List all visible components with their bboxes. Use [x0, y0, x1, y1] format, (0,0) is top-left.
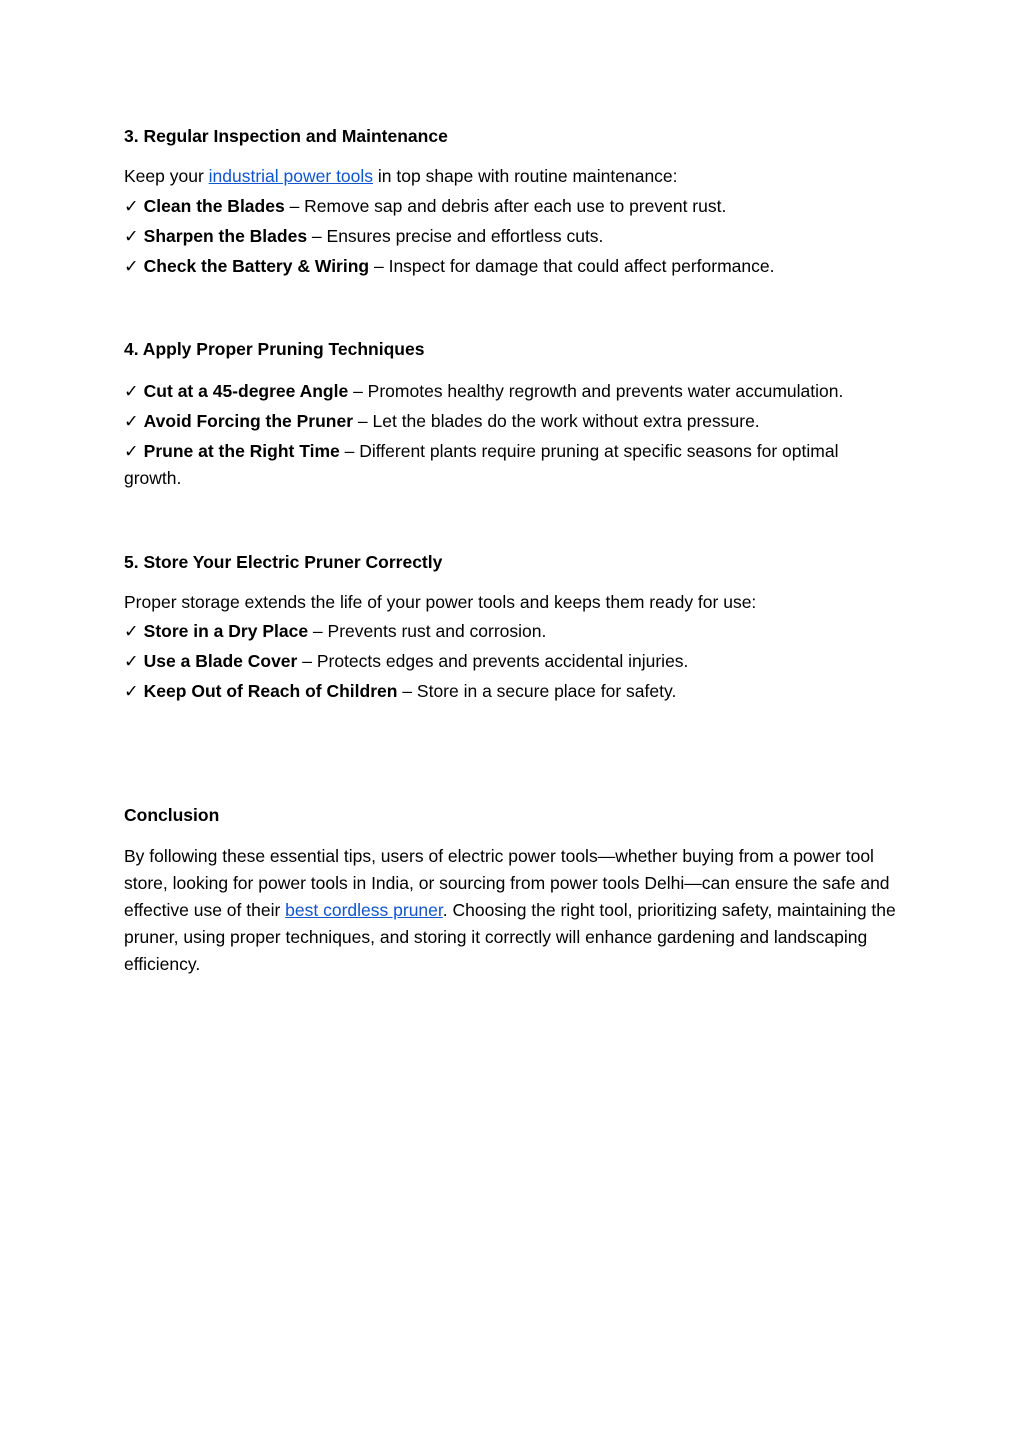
- conclusion-paragraph: [124, 843, 899, 978]
- list-item-title: Sharpen the Blades: [143, 226, 308, 246]
- list-item-text: – Different plants require pruning at specific seasons for optimal growth.: [124, 441, 839, 488]
- check-mark-icon: ✓: [124, 651, 139, 671]
- list-item: [124, 438, 899, 492]
- list-item-text: – Prevents rust and corrosion.: [308, 621, 547, 641]
- list-item-title: Store in a Dry Place: [143, 621, 309, 641]
- list-item-text: – Store in a secure place for safety.: [397, 681, 677, 701]
- section-5-intro: Proper storage extends the life of your power tools and keeps them ready for use:: [124, 592, 757, 612]
- conclusion-text: By following these essential tips, users of electric power tools—whether buying from a power tool store, looking for power tools in India, or sourcing from power tools Delhi—can ensure the safe and effective use of their: [124, 846, 890, 920]
- check-mark-icon: ✓: [124, 411, 139, 431]
- list-item-title: Use a Blade Cover: [143, 651, 298, 671]
- list-item-title: Prune at the Right Time: [143, 441, 340, 461]
- check-mark-icon: ✓: [124, 381, 139, 401]
- list-item-text: – Let the blades do the work without extra pressure.: [353, 411, 760, 431]
- section-3-heading: 3. Regular Inspection and Maintenance: [124, 126, 448, 146]
- list-item-title: Cut at a 45-degree Angle: [143, 381, 349, 401]
- check-mark-icon: ✓: [124, 441, 139, 461]
- list-item: [124, 223, 603, 250]
- check-mark-icon: ✓: [124, 226, 139, 246]
- check-mark-icon: ✓: [124, 681, 139, 701]
- check-mark-icon: ✓: [124, 256, 139, 276]
- list-item-text: – Promotes healthy regrowth and prevents water accumulation.: [348, 381, 844, 401]
- section-3-intro-text-after: in top shape with routine maintenance:: [373, 166, 678, 186]
- list-item-title: Avoid Forcing the Pruner: [143, 411, 354, 431]
- list-item: [124, 193, 726, 220]
- list-item: [124, 253, 774, 280]
- list-item-text: – Ensures precise and effortless cuts.: [307, 226, 604, 246]
- list-item: [124, 408, 760, 435]
- section-3-intro: [124, 163, 678, 190]
- list-item-title: Keep Out of Reach of Children: [143, 681, 398, 701]
- list-item: [124, 378, 843, 405]
- list-item-title: Check the Battery & Wiring: [143, 256, 370, 276]
- industrial-power-tools-link[interactable]: industrial power tools: [208, 166, 374, 186]
- check-mark-icon: ✓: [124, 196, 139, 216]
- section-5-heading: 5. Store Your Electric Pruner Correctly: [124, 552, 443, 572]
- best-cordless-pruner-link[interactable]: best cordless pruner: [285, 900, 443, 920]
- list-item: [124, 678, 676, 705]
- list-item-text: – Inspect for damage that could affect performance.: [369, 256, 775, 276]
- list-item: [124, 618, 546, 645]
- conclusion-text-after: . Choosing the right tool, prioritizing safety, maintaining the pruner, using proper techniques, and storing it correctly will enhance gardening and landscaping efficiency.: [124, 900, 896, 974]
- section-3-intro-text: Keep your: [124, 166, 209, 186]
- conclusion-heading: Conclusion: [124, 805, 220, 825]
- list-item: [124, 648, 688, 675]
- check-mark-icon: ✓: [124, 621, 139, 641]
- section-4-heading: 4. Apply Proper Pruning Techniques: [124, 339, 425, 359]
- list-item-text: – Protects edges and prevents accidental injuries.: [297, 651, 689, 671]
- list-item-text: – Remove sap and debris after each use to prevent rust.: [284, 196, 727, 216]
- list-item-title: Clean the Blades: [143, 196, 285, 216]
